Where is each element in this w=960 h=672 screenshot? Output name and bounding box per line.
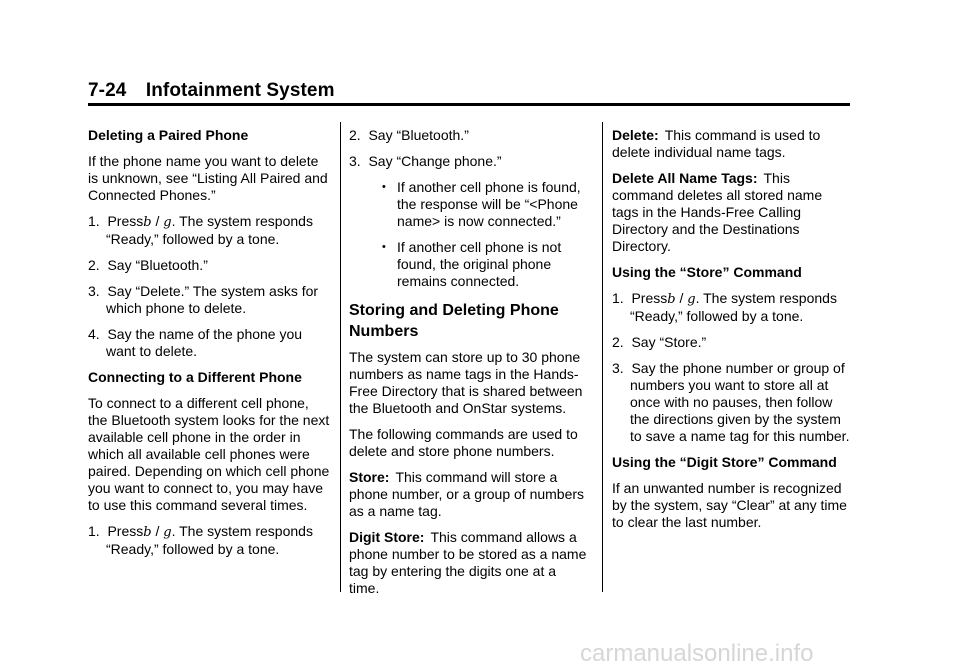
- heading-storing-deleting: Storing and Deleting Phone Numbers: [349, 302, 559, 340]
- step-connect-2: 2. Say “Bluetooth.”: [349, 127, 469, 143]
- phone-button-icon: b: [143, 525, 152, 540]
- step-delete-1: 1. Pressb / g. The system responds “Ready,” followed by a tone.: [88, 213, 313, 247]
- heading-using-digit-store-command: Using the “Digit Store” Command: [612, 454, 837, 470]
- step-store-2: 2. Say “Store.”: [612, 334, 707, 350]
- paragraph-storing-intro: The system can store up to 30 phone numbers as name tags in the Hands-Free Directory that is shared between the Bluetooth and OnStar systems.: [349, 349, 583, 416]
- header-rule: [88, 103, 850, 106]
- page-number: 7-24: [88, 80, 127, 101]
- page-header: [88, 80, 335, 102]
- step-connect-3: 3. Say “Change phone.”: [349, 153, 502, 169]
- phone-button-icon: b: [143, 215, 152, 230]
- heading-connecting-different-phone: Connecting to a Different Phone: [88, 369, 302, 385]
- column-divider-2: [602, 122, 603, 592]
- definition-delete-all: Delete All Name Tags: This command deletes all stored name tags in the Hands-Free Calling Directory and the Destinations Directory.: [612, 170, 823, 254]
- voice-button-icon: g: [163, 525, 172, 540]
- heading-using-store-command: Using the “Store” Command: [612, 264, 802, 280]
- bullet-item: • If another cell phone is not found, the original phone remains connected.: [382, 239, 562, 289]
- paragraph-connecting-intro: To connect to a different cell phone, the Bluetooth system looks for the next available cell phone in the order in which all available cell phones were paired. Depending on which cell phone you want to connect to, you may have to use this command several times.: [88, 395, 330, 513]
- bullet-icon: •: [382, 181, 386, 193]
- voice-button-icon: g: [687, 292, 696, 307]
- heading-deleting-paired-phone: Deleting a Paired Phone: [88, 127, 249, 143]
- bullet-item: • If another cell phone is found, the response will be “<Phone name> is now connected.”: [382, 179, 581, 229]
- definition-store: Store: This command will store a phone number, or a group of numbers as a name tag.: [349, 469, 585, 519]
- voice-button-icon: g: [163, 215, 172, 230]
- watermark: carmanualsonline.info: [580, 640, 814, 667]
- step-store-3: 3. Say the phone number or group of numbers you want to store all at once with no pauses, then follow the directions given by the system to save a name tag for this number.: [612, 360, 850, 444]
- phone-button-icon: b: [667, 292, 676, 307]
- definition-delete: Delete: This command is used to delete individual name tags.: [612, 127, 821, 160]
- bullet-icon: •: [382, 241, 386, 253]
- section-title: Infotainment System: [145, 80, 335, 101]
- paragraph-digit-store: If an unwanted number is recognized by the system, say “Clear” at any time to clear the last number.: [612, 480, 847, 530]
- paragraph-deleting-intro: If the phone name you want to delete is unknown, see “Listing All Paired and Connected Phones.”: [88, 153, 328, 203]
- column-3: [612, 127, 850, 540]
- step-delete-2: 2. Say “Bluetooth.”: [88, 257, 208, 273]
- definition-digit-store: Digit Store: This command allows a phone number to be stored as a name tag by entering the digits one at a time.: [349, 529, 587, 596]
- step-delete-3: 3. Say “Delete.” The system asks for which phone to delete.: [88, 283, 319, 316]
- step-connect-1: 1. Pressb / g. The system responds “Ready,” followed by a tone.: [88, 523, 313, 557]
- column-1: [88, 127, 332, 567]
- paragraph-commands-intro: The following commands are used to delete and store phone numbers.: [349, 426, 578, 459]
- column-divider-1: [340, 122, 341, 592]
- step-store-1: 1. Pressb / g. The system responds “Ready,” followed by a tone.: [612, 290, 837, 324]
- column-2: [349, 127, 589, 606]
- step-delete-4: 4. Say the name of the phone you want to delete.: [88, 326, 303, 359]
